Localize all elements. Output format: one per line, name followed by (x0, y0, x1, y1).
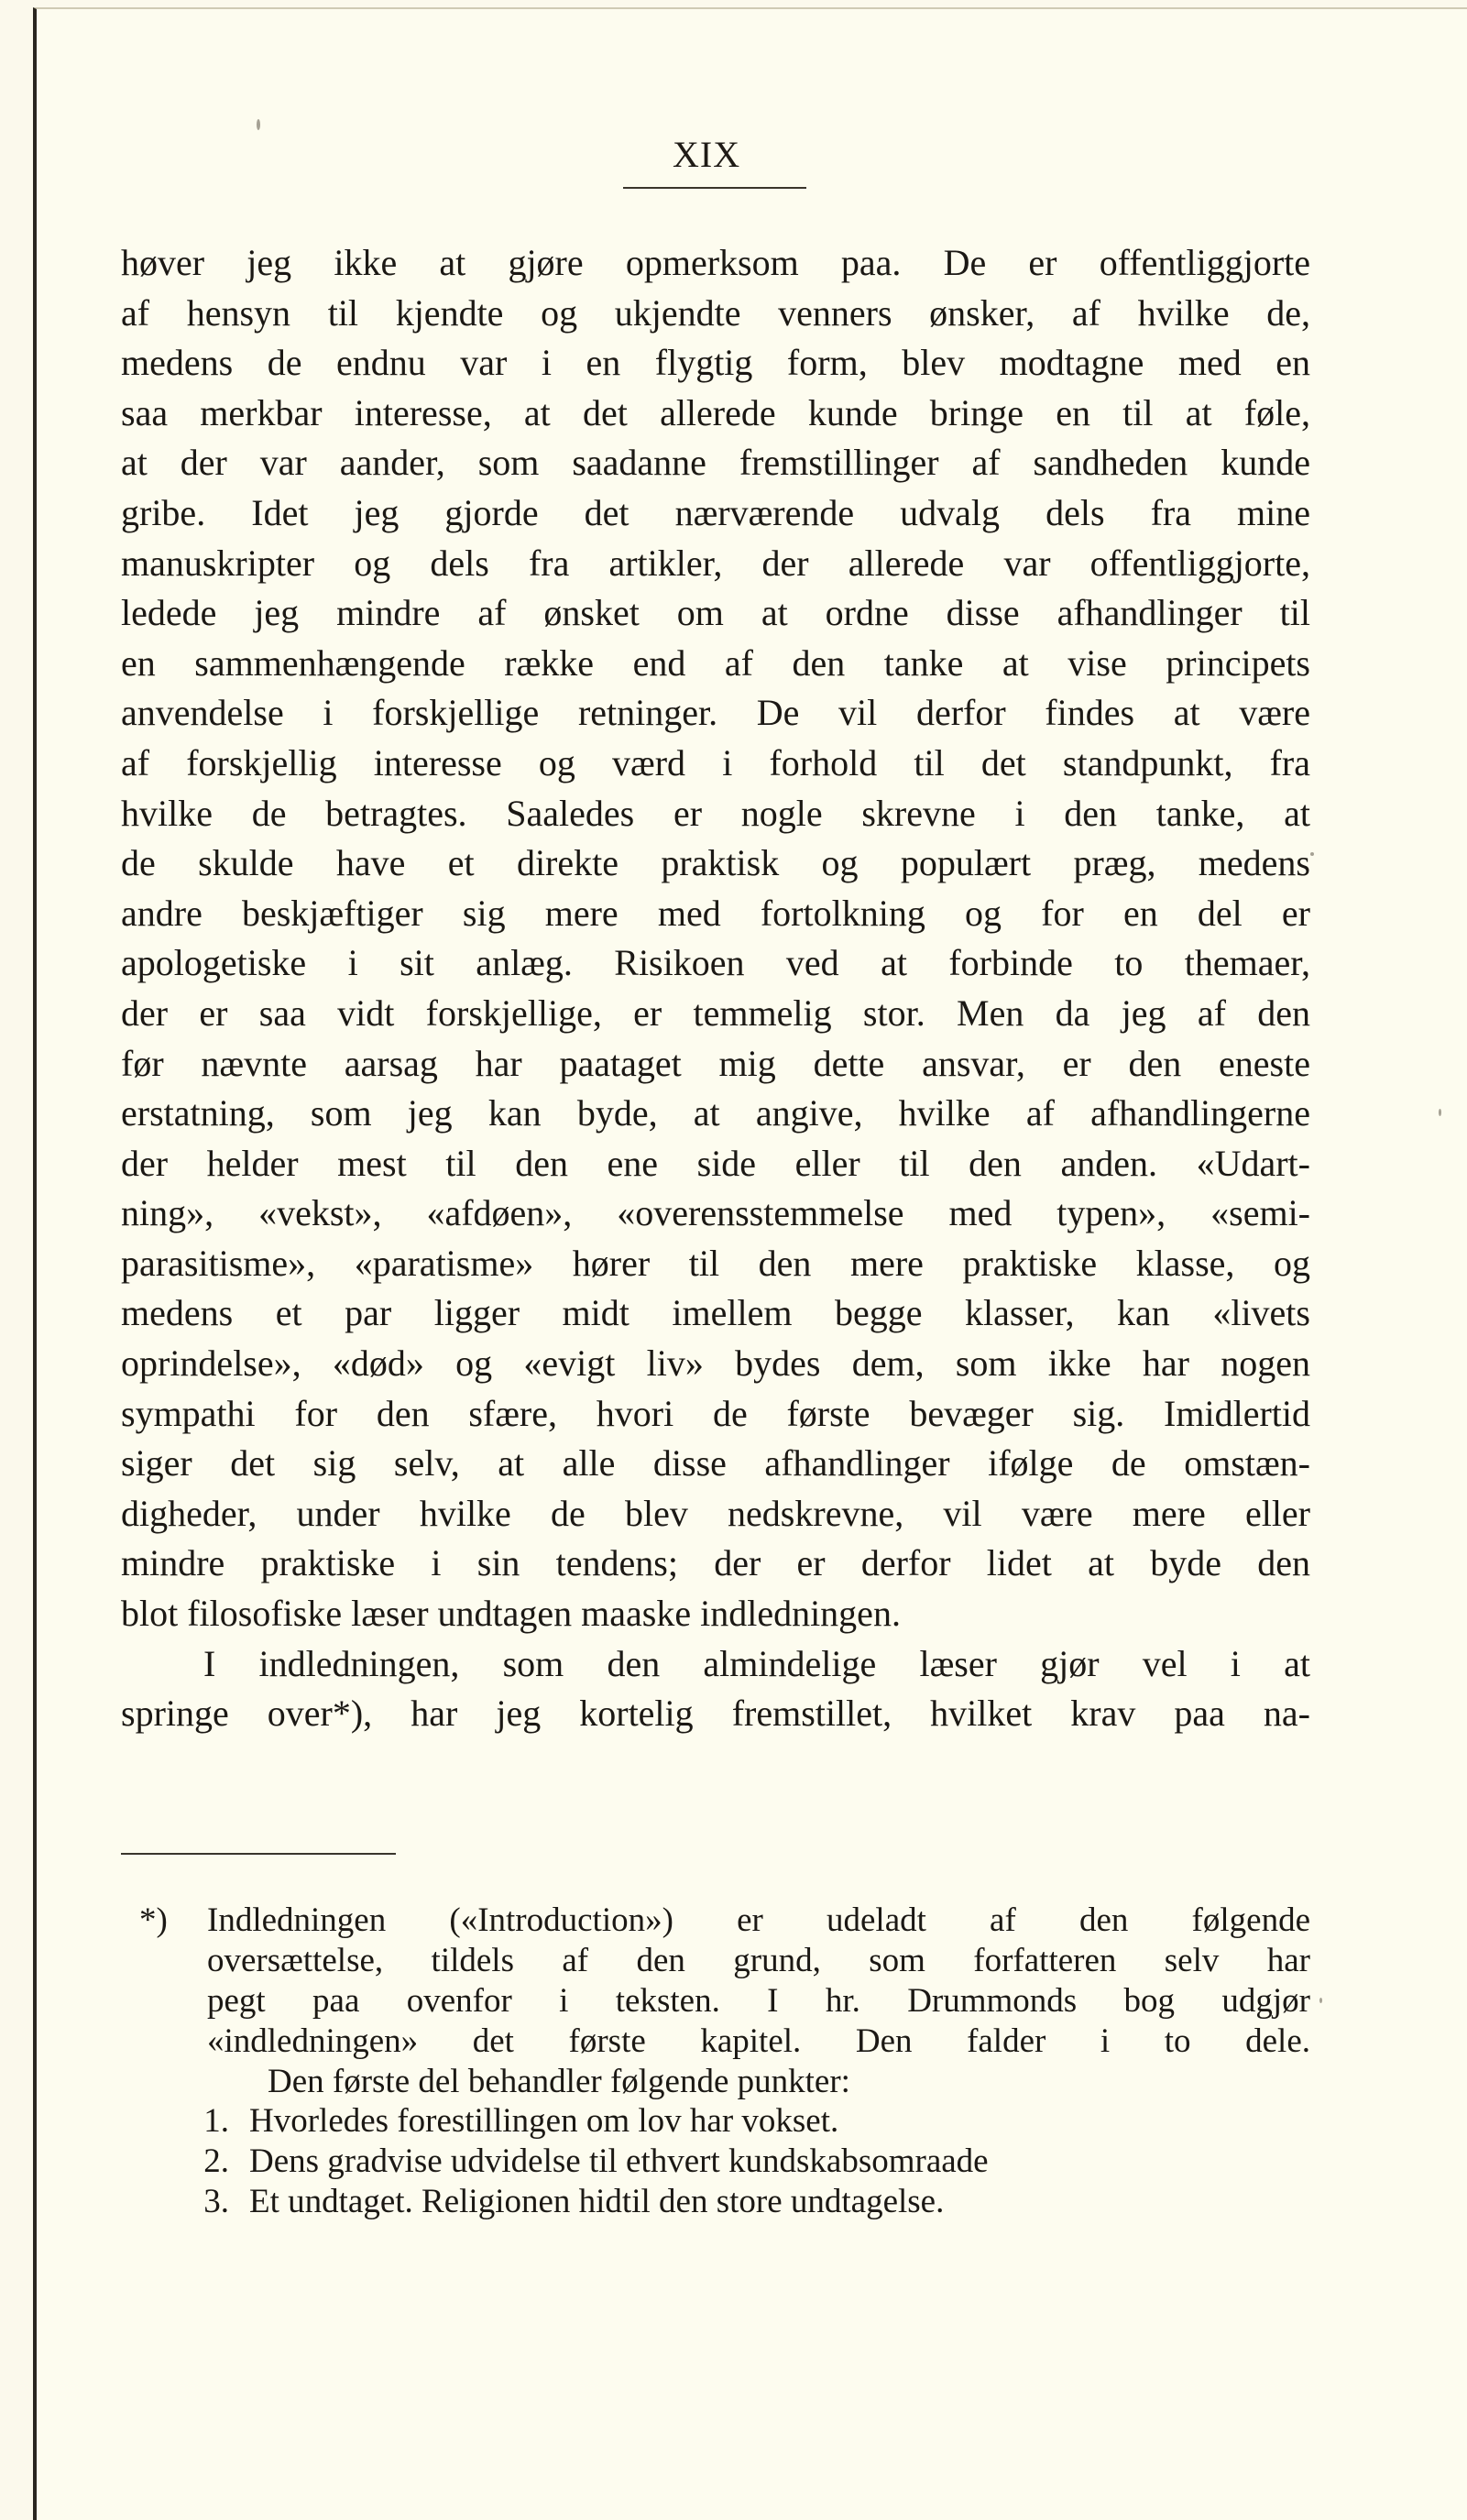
point-number: 3. (203, 2183, 229, 2220)
list-item (139, 2101, 1310, 2142)
body-line: der er saa vidt forskjellige, er temmelig stor. Men da jeg af den (121, 992, 1310, 1034)
body-line: apologetiske i sit anlæg. Risikoen ved at forbinde to themaer, (121, 942, 1310, 984)
point-number: 2. (203, 2142, 229, 2180)
footnote-heading: Den første del behandler følgende punkter: (268, 2063, 850, 2100)
body-line: medens et par ligger midt imellem begge klasser, kan «livets (121, 1292, 1310, 1334)
footnote-line (139, 1901, 1310, 1941)
book-page (33, 7, 1467, 2520)
body-line: gribe. Idet jeg gjorde det nærværende udvalg dels fra mine (121, 491, 1310, 533)
body-line: af forskjellig interesse og værd i forhold til det standpunkt, fra (121, 741, 1310, 783)
body-line: manuskripter og dels fra artikler, der allerede var offentliggjorte, (121, 542, 1310, 584)
body-line: ning», «vekst», «afdøen», «overensstemmelse med typen», «semi- (121, 1192, 1310, 1234)
footnote-points-list (139, 2101, 1310, 2222)
print-speck (1319, 1998, 1322, 2003)
footnote-line: «indledningen» det første kapitel. Den falder i to dele. (207, 2022, 1310, 2060)
body-line: før nævnte aarsag har paataget mig dette ansvar, er den eneste (121, 1042, 1310, 1084)
point-text: Hvorledes forestillingen om lov har vokset. (249, 2102, 839, 2140)
body-line: parasitisme», «paratisme» hører til den mere praktiske klasse, og (121, 1242, 1310, 1284)
body-line: anvendelse i forskjellige retninger. De vil derfor findes at være (121, 692, 1310, 734)
point-text: Dens gradvise udvidelse til ethvert kundskabsomraade (249, 2142, 989, 2180)
point-text: Et undtaget. Religionen hidtil den store undtagelse. (249, 2183, 945, 2220)
footnote-text: Indledningen («Introduction») er udeladt af den følgende (207, 1901, 1310, 1939)
body-line: en sammenhængende række end af den tanke at vise principets (121, 641, 1310, 684)
body-line: springe over*), har jeg kortelig fremstillet, hvilket krav paa na- (121, 1693, 1310, 1735)
body-line: mindre praktiske i sin tendens; der er derfor lidet at byde den (121, 1542, 1310, 1584)
body-line: digheder, under hvilke de blev nedskrevne, vil være mere eller (121, 1492, 1310, 1534)
body-line: der helder mest til den ene side eller til den anden. «Udart- (121, 1142, 1310, 1184)
body-line: saa merkbar interesse, at det allerede kunde bringe en til at føle, (121, 391, 1310, 433)
body-line: af hensyn til kjendte og ukjendte venners ønsker, af hvilke de, (121, 291, 1310, 334)
print-speck (1439, 1109, 1441, 1116)
body-line: de skulde have et direkte praktisk og populært præg, medens (121, 842, 1310, 884)
footnote-line: pegt paa ovenfor i teksten. I hr. Drummonds bog udgjør (207, 1982, 1310, 2020)
footnote-marker: *) (139, 1901, 168, 1939)
list-item (139, 2182, 1310, 2222)
footnote-rule (121, 1853, 396, 1855)
body-line: hvilke de betragtes. Saaledes er nogle skrevne i den tanke, at (121, 792, 1310, 834)
print-speck (1310, 852, 1314, 856)
page-number-rule (623, 187, 806, 189)
body-text (121, 238, 1310, 1739)
body-line: oprindelse», «død» og «evigt liv» bydes dem, som ikke har nogen (121, 1342, 1310, 1385)
point-number: 1. (203, 2102, 229, 2140)
print-speck (257, 119, 260, 130)
body-line: siger det sig selv, at alle disse afhandlinger ifølge de omstæn- (121, 1442, 1310, 1485)
body-line: at der var aander, som saadanne fremstillinger af sandheden kunde (121, 442, 1310, 484)
body-line: I indledningen, som den almindelige læser gjør vel i at (203, 1642, 1310, 1684)
page-number: XIX (673, 134, 741, 175)
body-line: høver jeg ikke at gjøre opmerksom paa. De er offentliggjorte (121, 242, 1310, 283)
body-line: medens de endnu var i en flygtig form, blev modtagne med en (121, 342, 1310, 384)
body-line: ledede jeg mindre af ønsket om at ordne disse afhandlinger til (121, 592, 1310, 634)
body-line: sympathi for den sfære, hvori de første bevæger sig. Imidlertid (121, 1392, 1310, 1434)
body-line: andre beskjæftiger sig mere med fortolkning og for en del er (121, 892, 1310, 934)
list-item (139, 2142, 1310, 2182)
body-line: blot filosofiske læser undtagen maaske indledningen. (121, 1593, 901, 1635)
footnote (139, 1901, 1310, 2102)
footnote-line: oversættelse, tildels af den grund, som forfatteren selv har (207, 1942, 1310, 1979)
body-line: erstatning, som jeg kan byde, at angive, hvilke af afhandlingerne (121, 1092, 1310, 1134)
